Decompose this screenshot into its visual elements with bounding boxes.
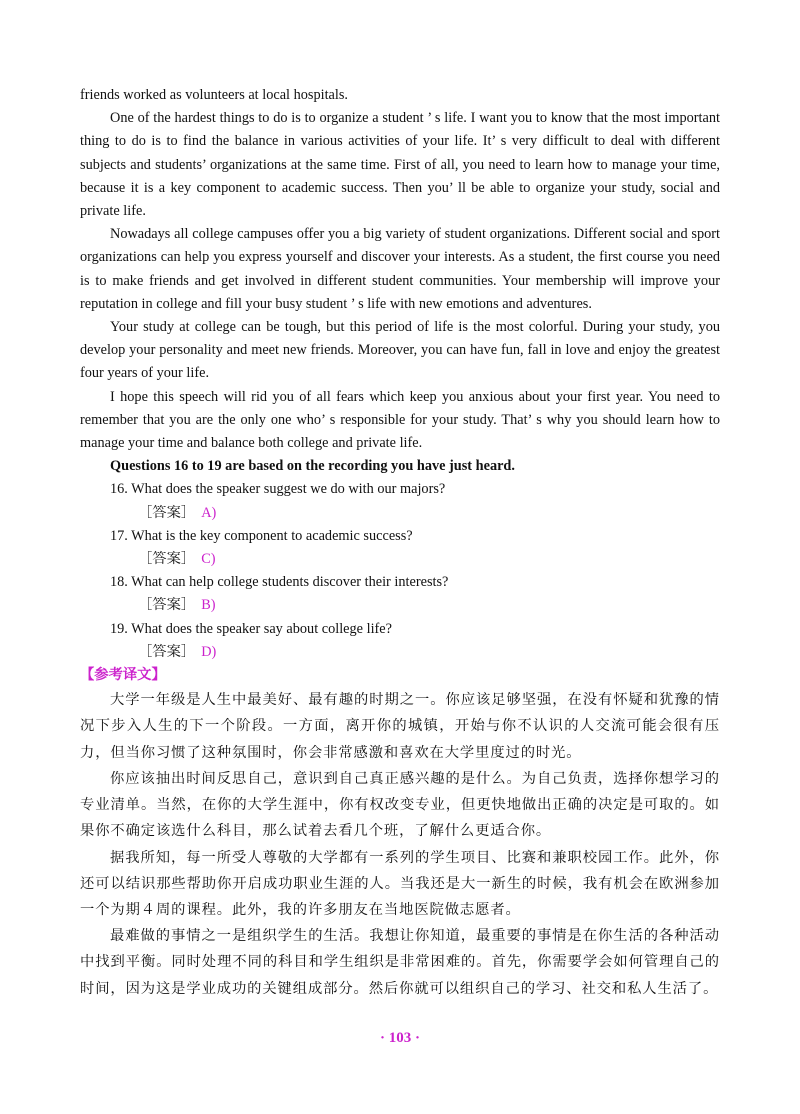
page-number: · 103 · [379, 1030, 420, 1046]
answer-label: ［答案］ [138, 551, 196, 568]
question-16: 16. What does the speaker suggest we do with our majors? [110, 481, 446, 498]
question-18: 18. What can help college students discover their interests? [110, 574, 449, 591]
translation-paragraph-3: 据我所知，每一所受人尊敬的大学都有一系列的学生项目、比赛和兼职校园工作。此外，你还可以结识那些帮助你开启成功职业生涯的人。当我还是大一新生的时候，我有机会在欧洲参加一个为期４周的课程。此外，我的许多朋友在当地医院做志愿者。 [80, 849, 720, 918]
translation-paragraph-1: 大学一年级是人生中最美好、最有趣的时期之一。你应该足够坚强，在没有怀疑和犹豫的情况下步入人生的下一个阶段。一方面，离开你的城镇，开始与你不认识的人交流可能会很有压力，但当你习惯了这种氛围时，你会非常感激和喜欢在大学里度过的时光。 [80, 692, 720, 761]
passage-paragraph-3: Nowadays all college campuses offer you a big variety of student organizations. Different social and sport organizations can help you express yourself and discover your interests. As a student, the first course you need is to make friends and get involved in different student communities. Your membership will improve your reputation in college and fill your busy student ’ s life with new emotions and adventures. [80, 226, 720, 312]
answer-value: B) [201, 597, 216, 614]
answer-value: C) [201, 551, 216, 568]
answer-label: ［答案］ [138, 504, 196, 521]
answer-value: D) [201, 643, 217, 660]
answer-value: A) [201, 504, 217, 521]
questions-heading: Questions 16 to 19 are based on the recording you have just heard. [110, 458, 515, 475]
page-content [80, 84, 720, 1002]
passage-paragraph-5: I hope this speech will rid you of all fears which keep you anxious about your first year. You need to remember that you are the only one who’ s responsible for your study. That’ s why you should learn how to manage your time and balance both college and private life. [80, 388, 720, 452]
translation-paragraph-4: 最难做的事情之一是组织学生的生活。我想让你知道，最重要的事情是在你生活的各种活动中找到平衡。同时处理不同的科目和学生组织是非常困难的。首先，你需要学会如何管理自己的时间，因为这是学业成功的关键组成部分。然后你就可以组织自己的学习、社交和私人生活了。 [80, 928, 720, 997]
passage-paragraph-1: friends worked as volunteers at local hospitals. [80, 87, 348, 103]
question-17: 17. What is the key component to academic success? [110, 527, 413, 544]
answer-label: ［答案］ [138, 643, 196, 660]
passage-paragraph-4: Your study at college can be tough, but this period of life is the most colorful. During your study, you develop your personality and meet new friends. Moreover, you can have fun, fall in love and enjoy the greatest four years of your life. [80, 319, 720, 382]
reference-translation-title: 【参考译文】 [80, 667, 166, 684]
answer-16 [80, 502, 720, 525]
answer-19 [80, 641, 720, 664]
answer-label: ［答案］ [138, 597, 196, 614]
answer-17 [80, 548, 720, 571]
answer-18 [80, 594, 720, 617]
translation-paragraph-2: 你应该抽出时间反思自己，意识到自己真正感兴趣的是什么。为自己负责，选择你想学习的专业清单。当然，在你的大学生涯中，你有权改变专业，但更快地做出正确的决定是可取的。如果你不确定该选什么科目，那么试着去看几个班，了解什么更适合你。 [80, 770, 720, 840]
question-19: 19. What does the speaker say about college life? [110, 620, 392, 637]
passage-paragraph-2: One of the hardest things to do is to organize a student ’ s life. I want you to know that the most important thing to do is to find the balance in various activities of your life. It’ s very difficult to deal with different subjects and students’ organizations at the same time. First of all, you need to learn how to manage your time, because it is a key component to academic success. Then you’ ll be able to organize your study, social and private life. [80, 110, 720, 220]
